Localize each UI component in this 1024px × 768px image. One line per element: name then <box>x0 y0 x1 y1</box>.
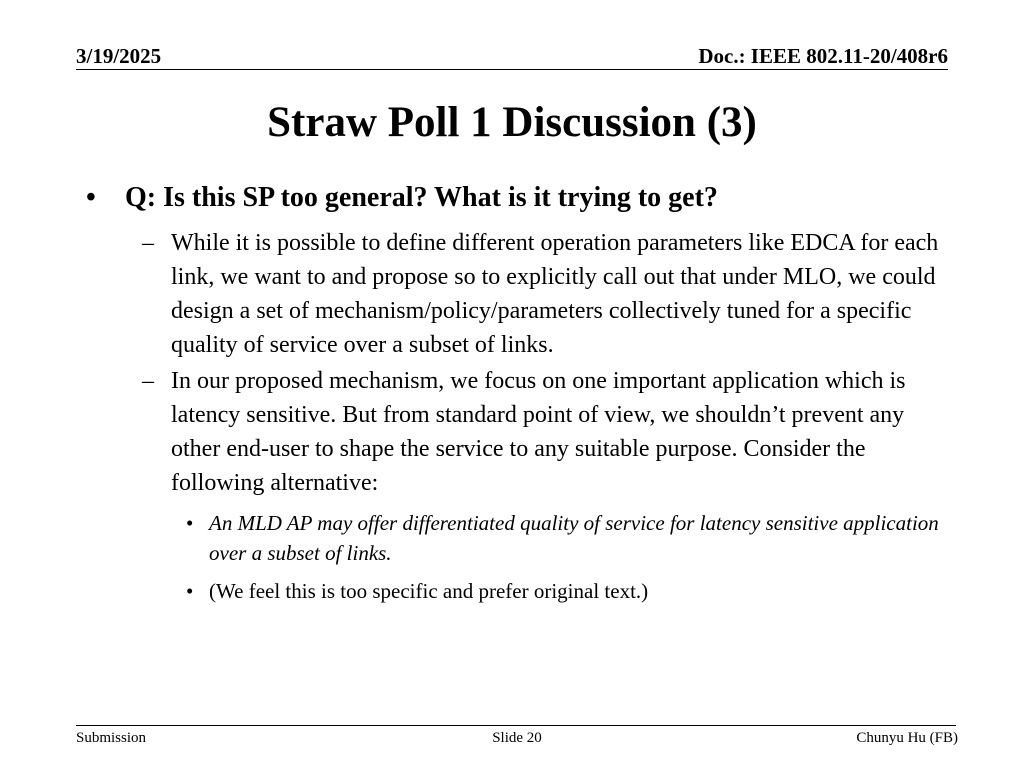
header-divider <box>76 69 948 70</box>
bullet-dot-icon: • <box>186 511 194 535</box>
slide-title: Straw Poll 1 Discussion (3) <box>267 99 757 146</box>
alt-bullet-1-text: An MLD AP may offer differentiated quality of service for latency sensitive application over a subset of links. <box>209 511 939 565</box>
sub-bullet-2 <box>76 364 956 500</box>
slide-body <box>76 180 956 606</box>
alt-bullet-2-text: (We feel this is too specific and prefer original text.) <box>209 579 649 603</box>
bullet-question <box>76 180 956 216</box>
alt-bullet-2 <box>76 576 956 606</box>
header-doc-id: Doc.: IEEE 802.11-20/408r6 <box>698 44 948 68</box>
footer-slide-number: Slide 20 <box>492 730 542 746</box>
footer-divider <box>76 725 956 726</box>
sub-bullet-1-text: While it is possible to define different operation parameters like EDCA for each link, we want to and propose so to explicitly call out that under MLO, we could design a set of mechanism/policy/parameters collectively tuned for a specific quality of service over a subset of links. <box>171 230 939 358</box>
dash-icon: – <box>142 368 154 394</box>
footer-author: Chunyu Hu (FB) <box>856 730 958 746</box>
header-date: 3/19/2025 <box>76 44 162 68</box>
bullet-dot-icon: • <box>186 579 194 603</box>
sub-bullet-1 <box>76 226 956 362</box>
dash-icon: – <box>142 230 154 256</box>
bullet-dot-icon: • <box>86 182 96 213</box>
sub-bullet-2-text: In our proposed mechanism, we focus on one important application which is latency sensitive. But from standard point of view, we shouldn’t prevent any other end-user to shape the service to any suitable purpose. Consider the following alternative: <box>171 368 906 496</box>
footer-submission: Submission <box>76 730 147 746</box>
bullet-question-text: Q: Is this SP too general? What is it trying to get? <box>125 182 718 213</box>
alt-bullet-1 <box>76 508 956 568</box>
